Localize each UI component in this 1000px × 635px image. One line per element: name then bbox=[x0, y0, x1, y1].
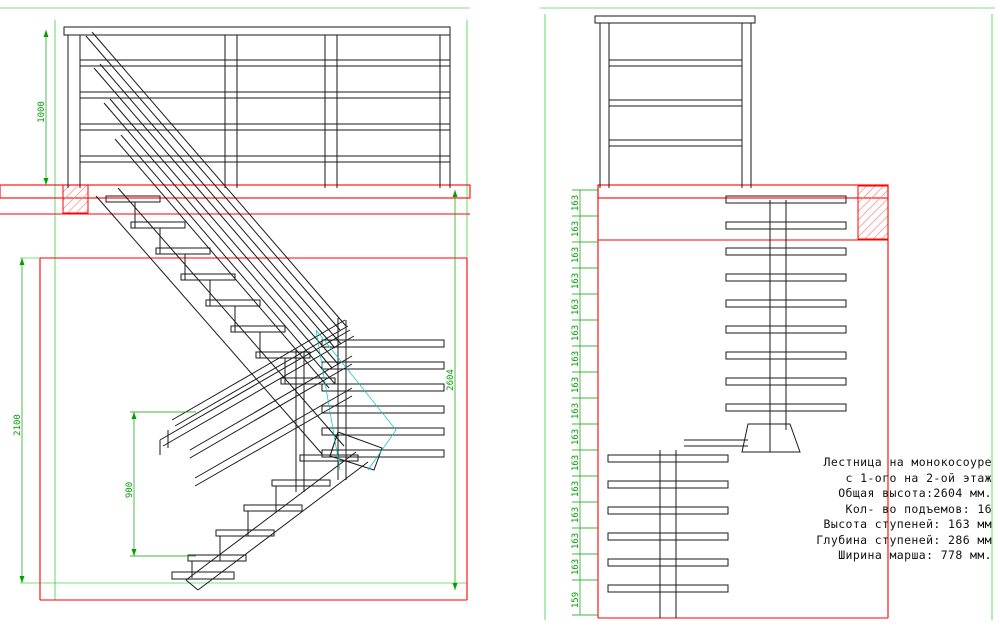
spec-line-riser-height: Высота ступеней: 163 мм bbox=[823, 517, 992, 531]
left-view-group bbox=[0, 8, 470, 600]
dim-label-900: 900 bbox=[125, 481, 135, 499]
riser-label: 163 bbox=[571, 454, 581, 472]
riser-label: 163 bbox=[571, 220, 581, 238]
riser-label: 163 bbox=[571, 376, 581, 394]
riser-labels bbox=[571, 195, 581, 608]
riser-label: 163 bbox=[571, 558, 581, 576]
dimension-lines-left bbox=[20, 30, 458, 590]
riser-label: 163 bbox=[571, 428, 581, 446]
spec-line-total-height: Общая высота:2604 мм. bbox=[838, 486, 992, 500]
riser-label: 163 bbox=[571, 350, 581, 368]
spec-line-flight-width: Ширина марша: 778 мм. bbox=[838, 548, 992, 562]
riser-label: 159 bbox=[571, 591, 581, 609]
dim-label-2100: 2100 bbox=[13, 414, 23, 436]
upper-railing bbox=[64, 27, 450, 188]
dim-label-2604: 2604 bbox=[446, 369, 456, 391]
spec-line-floors: с 1-ого на 2-ой этаж bbox=[845, 470, 992, 485]
riser-label: 163 bbox=[571, 532, 581, 550]
upper-railing-front bbox=[595, 16, 755, 188]
wall-lines-left bbox=[0, 185, 470, 600]
riser-label: 163 bbox=[571, 194, 581, 212]
spec-line-title: Лестница на монокосоуре bbox=[823, 455, 992, 469]
spec-block bbox=[762, 455, 992, 564]
riser-label: 163 bbox=[571, 246, 581, 264]
dim-label-1000: 1000 bbox=[37, 101, 47, 123]
riser-label: 163 bbox=[571, 480, 581, 498]
spec-line-tread-depth: Глубина ступеней: 286 мм bbox=[816, 532, 992, 547]
riser-label: 163 bbox=[571, 272, 581, 290]
stair-railing-sloped bbox=[86, 32, 354, 492]
riser-label: 163 bbox=[571, 402, 581, 420]
construction-lines-left bbox=[0, 8, 470, 600]
riser-label: 163 bbox=[571, 506, 581, 524]
spec-line-riser-count: Кол- во подъемов: 16 bbox=[845, 501, 992, 516]
riser-label: 163 bbox=[571, 298, 581, 316]
riser-label: 163 bbox=[571, 324, 581, 342]
